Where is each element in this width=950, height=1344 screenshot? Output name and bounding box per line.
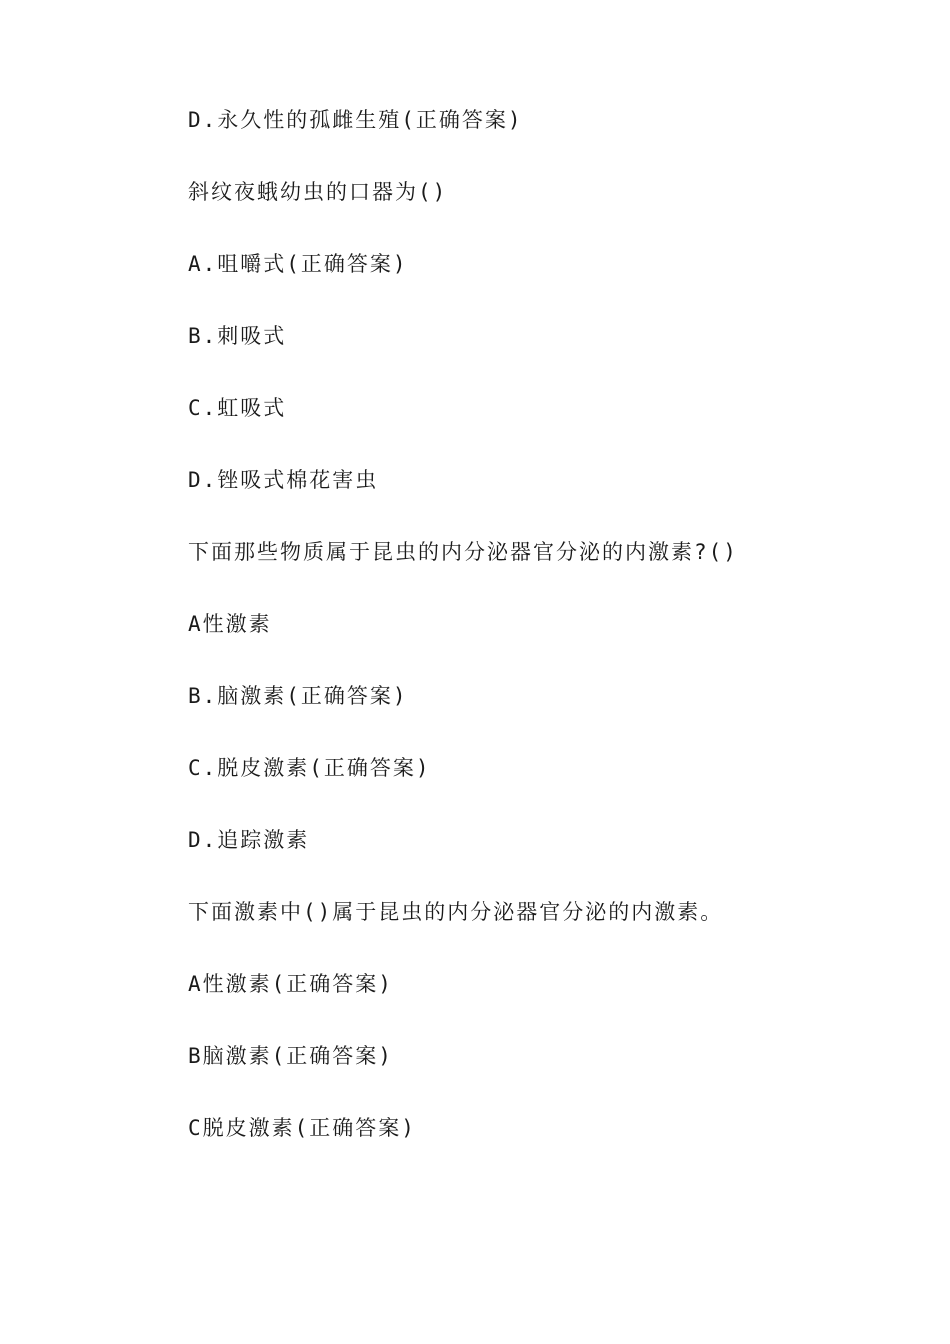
answer-option-d-rasping-sucking: D.锉吸式棉花害虫: [188, 468, 379, 492]
answer-option-a-chewing: A.咀嚼式(正确答案): [188, 252, 408, 276]
answer-option-c-siphoning: C.虹吸式: [188, 396, 287, 420]
answer-option-b-brain-hormone: B.脑激素(正确答案): [188, 684, 408, 708]
answer-option-b-piercing-sucking: B.刺吸式: [188, 324, 287, 348]
answer-option-b-brain-hormone-2: B脑激素(正确答案): [188, 1044, 393, 1068]
answer-option-d-parthenogenesis: D.永久性的孤雌生殖(正确答案): [188, 108, 523, 132]
question-endocrine-hormones-1: 下面那些物质属于昆虫的内分泌器官分泌的内激素?(): [188, 540, 738, 564]
answer-option-a-sex-hormone-2: A性激素(正确答案): [188, 972, 393, 996]
answer-option-d-trail-hormone: D.追踪激素: [188, 828, 310, 852]
answer-option-c-molting-hormone: C.脱皮激素(正确答案): [188, 756, 431, 780]
answer-option-c-molting-hormone-2: C脱皮激素(正确答案): [188, 1116, 416, 1140]
question-mouthparts: 斜纹夜蛾幼虫的口器为(): [188, 180, 448, 204]
answer-option-a-sex-hormone: A性激素: [188, 612, 272, 636]
question-endocrine-hormones-2: 下面激素中()属于昆虫的内分泌器官分泌的内激素。: [188, 900, 724, 924]
